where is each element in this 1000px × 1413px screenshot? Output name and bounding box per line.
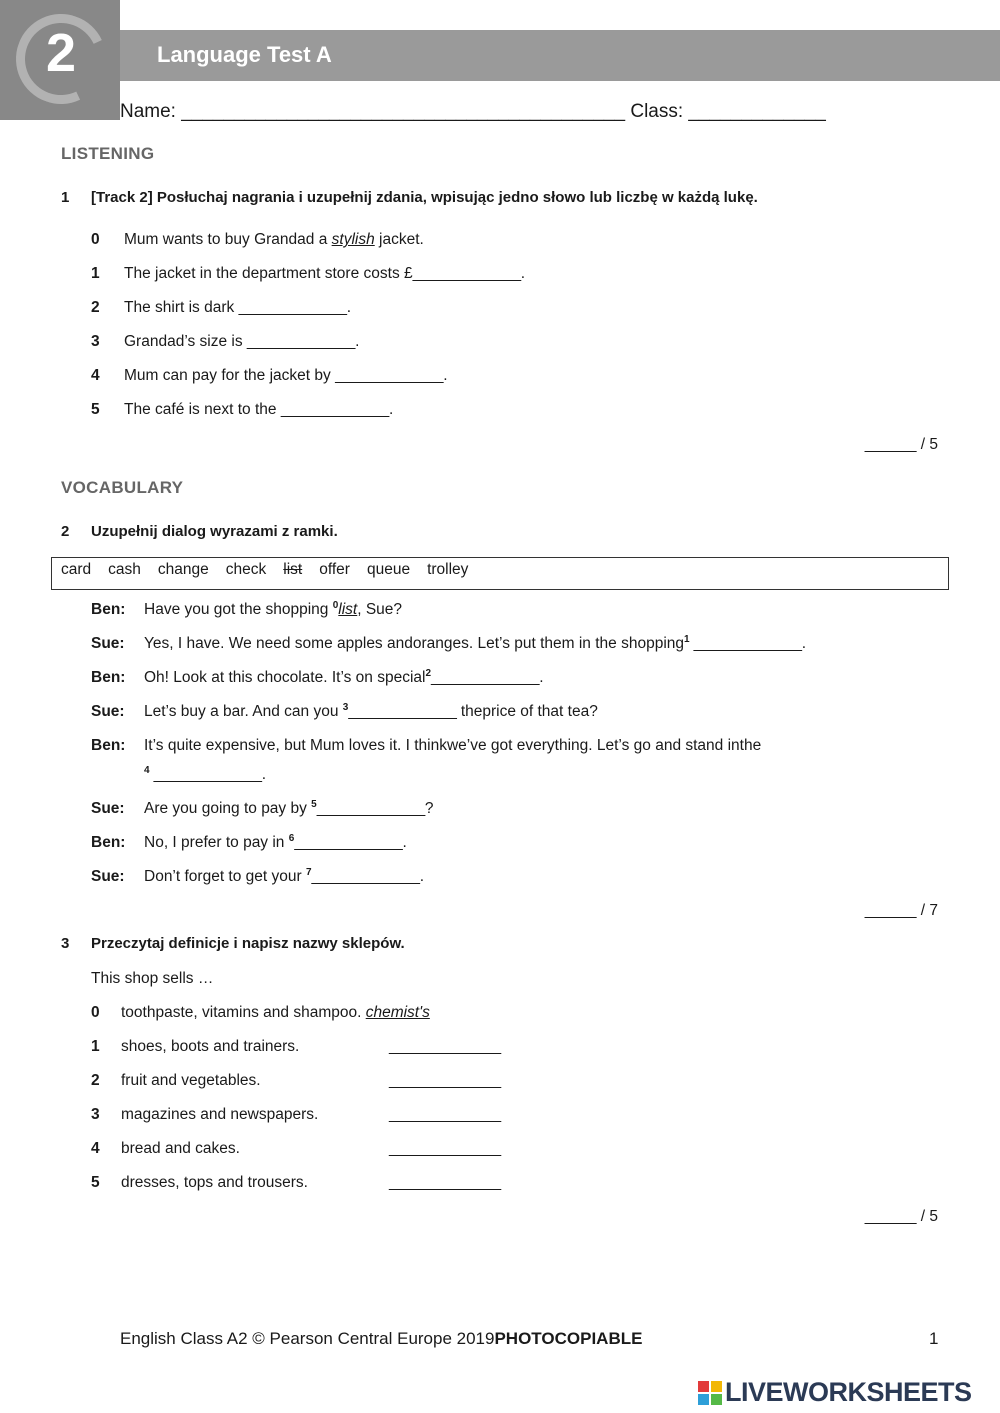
page-title: Language Test A [157, 42, 332, 67]
line-text: Oh! Look at this chocolate. It’s on special [144, 669, 426, 686]
listening-item-1 [91, 265, 525, 283]
gap-number: 2 [425, 668, 432, 679]
dialogue-line-5 [91, 800, 434, 818]
answer-blank[interactable]: _____________ [389, 1106, 502, 1123]
task-1-instruction [61, 189, 758, 206]
word-box-item-used: list [283, 561, 303, 578]
name-field[interactable]: __________________________________________ [181, 101, 626, 122]
speaker: Ben: [91, 601, 126, 618]
item-text: . [346, 299, 352, 316]
line-text: ? [424, 800, 434, 817]
item-text: . [355, 333, 360, 350]
score-task-3[interactable]: ______ / 5 [864, 1208, 938, 1225]
answer-blank[interactable]: _____________ [412, 265, 521, 282]
answer-blank[interactable]: _____________ [316, 800, 425, 817]
item-number: 0 [91, 1004, 100, 1021]
gap-number: 3 [342, 702, 349, 713]
line-text: , Sue? [357, 601, 403, 618]
photocopiable-label: PHOTOCOPIABLE [494, 1329, 643, 1348]
answer-blank[interactable]: _____________ [280, 401, 389, 418]
item-text: jacket. [374, 231, 424, 248]
title-bar [120, 30, 1000, 81]
line-text: No, I prefer to pay in [144, 834, 289, 851]
item-text: magazines and newspapers. [121, 1106, 319, 1123]
item-text: Mum wants to buy Grandad a [124, 231, 332, 248]
task-text: Przeczytaj definicje i napisz nazwy sklepów. [91, 935, 405, 952]
copyright-text: English Class A2 © Pearson Central Europe 2019 [120, 1329, 495, 1348]
unit-number: 2 [45, 23, 77, 83]
example-answer: list [338, 601, 358, 618]
answer-blank[interactable]: _____________ [311, 868, 420, 885]
shop-item-0 [91, 1004, 430, 1022]
line-text: . [801, 635, 807, 652]
speaker: Sue: [91, 635, 125, 652]
item-text: Grandad’s size is [124, 333, 247, 350]
item-number: 2 [91, 1072, 100, 1089]
item-number: 0 [91, 231, 100, 248]
line-text: theprice of that tea? [456, 703, 598, 720]
speaker: Sue: [91, 800, 125, 817]
item-text: . [520, 265, 526, 282]
task-3-intro: This shop sells … [91, 970, 214, 987]
gap-number: 5 [311, 799, 317, 810]
word-box-item: trolley [427, 561, 469, 578]
line-text: Yes, I have. We need some apples andoranges. Let’s put them in the shopping [144, 635, 685, 652]
section-listening-heading: LISTENING [61, 144, 155, 163]
listening-item-0 [91, 231, 424, 249]
item-text: . [388, 401, 394, 418]
listening-item-4 [91, 367, 448, 385]
line-text: Have you got the shopping [144, 601, 333, 618]
word-box-item: offer [319, 561, 350, 578]
answer-blank[interactable]: _____________ [246, 333, 356, 350]
answer-blank[interactable]: _____________ [389, 1140, 502, 1157]
task-2-instruction [61, 523, 338, 540]
shop-item-3 [91, 1106, 318, 1124]
score-task-2[interactable]: ______ / 7 [864, 902, 938, 919]
section-vocabulary-heading: VOCABULARY [61, 478, 184, 497]
answer-blank[interactable]: _____________ [335, 367, 444, 384]
listening-item-3 [91, 333, 359, 351]
answer-blank[interactable]: _____________ [389, 1072, 502, 1089]
shop-item-2 [91, 1072, 261, 1090]
speaker: Sue: [91, 703, 125, 720]
logo-cubes-icon [698, 1381, 724, 1405]
dialogue-line-6 [91, 834, 407, 852]
answer-blank[interactable]: _____________ [389, 1174, 502, 1191]
speaker: Sue: [91, 868, 125, 885]
task-text: [Track 2] Posłuchaj nagrania i uzupełnij zdania, wpisując jedno słowo lub liczbę w każdą lukę. [91, 189, 758, 206]
task-number: 1 [61, 189, 70, 206]
shop-item-5 [91, 1174, 308, 1192]
item-text: The shirt is dark [124, 299, 239, 316]
item-number: 4 [91, 367, 100, 384]
line-text: Don’t forget to get your [144, 868, 306, 885]
item-number: 1 [91, 265, 100, 282]
answer-blank[interactable]: _____________ [389, 1038, 502, 1055]
item-text: toothpaste, vitamins and shampoo. [121, 1004, 366, 1021]
line-text: Let’s buy a bar. And can you [144, 703, 343, 720]
dialogue-line-1 [91, 635, 806, 653]
task-number: 3 [61, 935, 70, 952]
gap-number: 6 [288, 833, 295, 844]
item-text: dresses, tops and trousers. [121, 1174, 308, 1191]
dialogue-line-0 [91, 601, 402, 619]
task-number: 2 [61, 523, 70, 540]
unit-badge [0, 0, 120, 120]
item-text: shoes, boots and trainers. [121, 1038, 300, 1055]
line-text: . [402, 834, 407, 851]
item-number: 5 [91, 1174, 100, 1191]
example-answer: stylish [331, 231, 375, 248]
score-listening[interactable]: ______ / 5 [864, 436, 938, 453]
task-3-instruction [61, 935, 405, 952]
page-number: 1 [929, 1329, 939, 1348]
task-text: Uzupełnij dialog wyrazami z ramki. [91, 523, 338, 540]
item-text: bread and cakes. [121, 1140, 240, 1157]
word-box-item: cash [108, 561, 141, 578]
line-text: . [261, 766, 267, 783]
example-answer: chemist's [365, 1004, 430, 1021]
item-number: 3 [91, 1106, 100, 1123]
dialogue-line-7 [91, 868, 424, 886]
item-number: 2 [91, 299, 100, 316]
name-label: Name: [120, 101, 176, 122]
answer-blank[interactable]: _____________ [689, 635, 802, 652]
dialogue-line-3 [91, 703, 598, 721]
answer-blank[interactable]: _____________ [348, 703, 457, 720]
item-number: 5 [91, 401, 100, 418]
item-number: 1 [91, 1038, 100, 1055]
listening-item-5 [91, 401, 393, 419]
item-text: The café is next to the [124, 401, 281, 418]
item-text: . [443, 367, 448, 384]
speaker: Ben: [91, 669, 126, 686]
answer-blank[interactable]: _____________ [238, 299, 347, 316]
listening-item-2 [91, 299, 351, 317]
word-box-item: change [157, 561, 209, 578]
dialogue-line-4 [91, 737, 761, 755]
name-class-line [120, 101, 826, 123]
gap-number: 7 [305, 867, 312, 878]
line-text: . [419, 868, 425, 885]
footer-copyright [120, 1329, 642, 1349]
item-text: Mum can pay for the jacket by [124, 367, 336, 384]
line-text: It’s quite expensive, but Mum loves it. I thinkwe’ve got everything. Let’s go and stand inthe [144, 737, 762, 754]
gap-number: 4 [144, 765, 150, 776]
answer-blank[interactable]: _____________ [294, 834, 403, 851]
line-text: . [539, 669, 544, 686]
answer-blank[interactable]: _____________ [149, 766, 262, 783]
shop-item-4 [91, 1140, 240, 1158]
class-field[interactable]: _____________ [688, 101, 826, 122]
word-box-item: card [61, 561, 92, 578]
word-box-item: check [225, 561, 267, 578]
word-box-item: queue [366, 561, 411, 578]
shop-item-1 [91, 1038, 299, 1056]
speaker: Ben: [91, 834, 126, 851]
item-number: 3 [91, 333, 100, 350]
item-text: The jacket in the department store costs £ [124, 265, 413, 282]
gap-number: 1 [684, 634, 690, 645]
item-text: fruit and vegetables. [121, 1072, 261, 1089]
dialogue-line-4-continued [144, 766, 266, 784]
answer-blank[interactable]: _____________ [431, 669, 540, 686]
word-box [51, 557, 949, 590]
logo-text: LIVEWORKSHEETS [725, 1377, 972, 1407]
speaker: Ben: [91, 737, 126, 754]
gap-number: 0 [332, 600, 339, 611]
line-text: Are you going to pay by [144, 800, 312, 817]
dialogue-line-2 [91, 669, 544, 687]
class-label: Class: [630, 101, 684, 122]
item-number: 4 [91, 1140, 100, 1157]
